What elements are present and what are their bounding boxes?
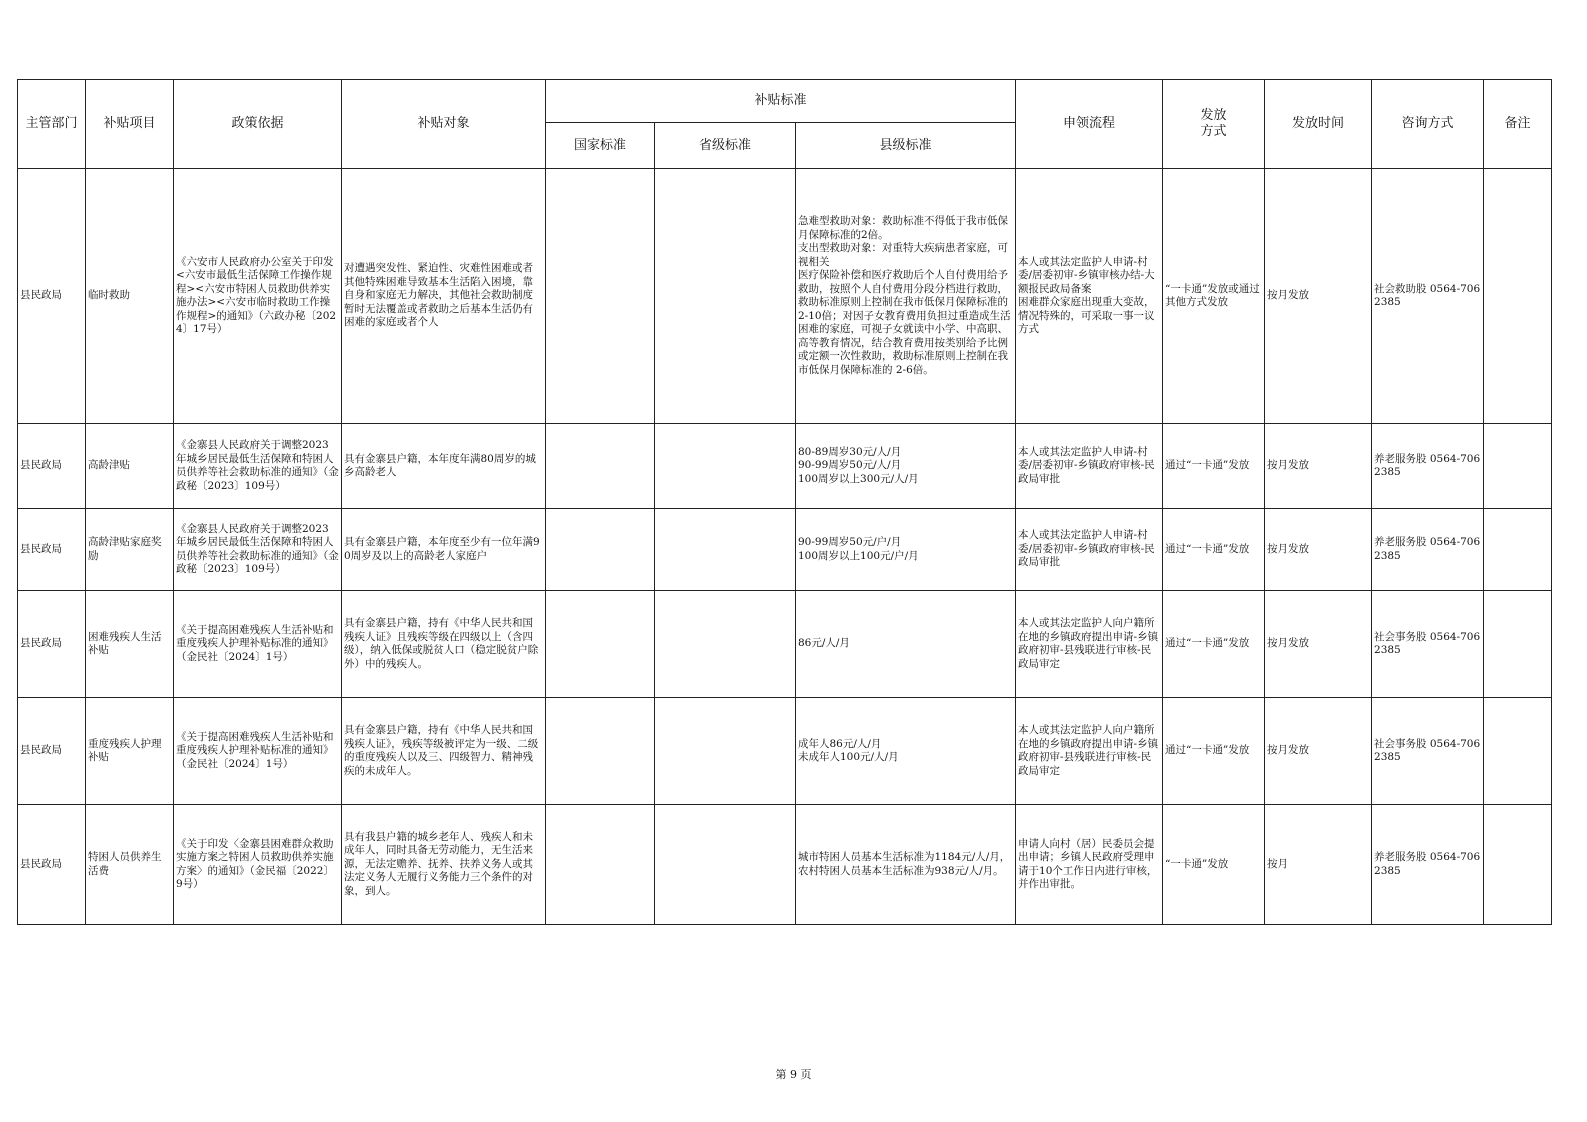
table-row: [18, 698, 1552, 805]
cell-time: 按月发放: [1265, 698, 1372, 805]
cell-dept: 县民政局: [18, 424, 86, 509]
cell-policy: 《关于印发〈金寨县困难群众救助实施方案之特困人员救助供养实施方案〉的通知》（金民福〔2022〕9号）: [174, 805, 342, 925]
cell-method: 通过“一卡通”发放: [1163, 424, 1265, 509]
cell-national: [546, 805, 655, 925]
header-process: 申领流程: [1016, 80, 1163, 169]
cell-process: 本人或其法定监护人申请-村委/居委初审-乡镇审核办结-大额报民政局备案 困难群众家庭出现重大变故，情况特殊的，可采取一事一议方式: [1016, 169, 1163, 424]
cell-process: 本人或其法定监护人申请-村委/居委初审-乡镇政府审核-民政局审批: [1016, 509, 1163, 591]
cell-target: 具有金寨县户籍，持有《中华人民共和国残疾人证》，残疾等级被评定为一级、二级的重度残疾人以及三、四级智力、精神残疾的未成年人。: [342, 698, 546, 805]
cell-dept: 县民政局: [18, 169, 86, 424]
table-row: [18, 591, 1552, 698]
cell-national: [546, 424, 655, 509]
table-row: [18, 805, 1552, 925]
cell-contact: 养老服务股 0564-7062385: [1372, 805, 1484, 925]
cell-target: 对遭遇突发性、紧迫性、灾难性困难或者其他特殊困难导致基本生活陷入困境，靠自身和家庭无力解决，其他社会救助制度暂时无法覆盖或者救助之后基本生活仍有困难的家庭或者个人: [342, 169, 546, 424]
cell-contact: 养老服务股 0564-7062385: [1372, 509, 1484, 591]
cell-contact: 社会事务股 0564-7062385: [1372, 591, 1484, 698]
cell-method: 通过“一卡通”发放: [1163, 591, 1265, 698]
cell-time: 按月发放: [1265, 509, 1372, 591]
cell-policy: 《金寨县人民政府关于调整2023年城乡居民最低生活保障和特困人员供养等社会救助标准的通知》（金政秘〔2023〕109号）: [174, 424, 342, 509]
cell-method: 通过“一卡通”发放: [1163, 698, 1265, 805]
cell-note: [1484, 424, 1552, 509]
header-county: 县级标准: [796, 123, 1016, 169]
cell-time: 按月发放: [1265, 424, 1372, 509]
cell-time: 按月发放: [1265, 169, 1372, 424]
cell-item: 特困人员供养生活费: [86, 805, 174, 925]
header-note: 备注: [1484, 80, 1552, 169]
cell-provincial: [655, 424, 796, 509]
cell-item: 困难残疾人生活补贴: [86, 591, 174, 698]
cell-target: 具有金寨县户籍，本年度年满80周岁的城乡高龄老人: [342, 424, 546, 509]
cell-note: [1484, 169, 1552, 424]
cell-item: 高龄津贴: [86, 424, 174, 509]
header-time: 发放时间: [1265, 80, 1372, 169]
cell-time: 按月发放: [1265, 591, 1372, 698]
cell-county: 90-99周岁50元/户/月 100周岁以上100元/户/月: [796, 509, 1016, 591]
cell-policy: 《金寨县人民政府关于调整2023年城乡居民最低生活保障和特困人员供养等社会救助标准的通知》（金政秘〔2023〕109号）: [174, 509, 342, 591]
cell-provincial: [655, 805, 796, 925]
cell-process: 本人或其法定监护人向户籍所在地的乡镇政府提出申请-乡镇政府初审-县残联进行审核-民政局审定: [1016, 698, 1163, 805]
cell-target: 具有金寨县户籍，持有《中华人民共和国残疾人证》且残疾等级在四级以上（含四级），纳入低保或脱贫人口（稳定脱贫户除外）中的残疾人。: [342, 591, 546, 698]
cell-process: 本人或其法定监护人向户籍所在地的乡镇政府提出申请-乡镇政府初审-县残联进行审核-民政局审定: [1016, 591, 1163, 698]
cell-contact: 社会救助股 0564-7062385: [1372, 169, 1484, 424]
header-contact: 咨询方式: [1372, 80, 1484, 169]
header-provincial: 省级标准: [655, 123, 796, 169]
cell-county: 86元/人/月: [796, 591, 1016, 698]
table-row: [18, 509, 1552, 591]
cell-dept: 县民政局: [18, 698, 86, 805]
cell-dept: 县民政局: [18, 805, 86, 925]
cell-method: “一卡通”发放: [1163, 805, 1265, 925]
cell-policy: 《六安市人民政府办公室关于印发<六安市最低生活保障工作操作规程><六安市特困人员救助供养实施办法><六安市临时救助工作操作规程>的通知》（六政办秘〔2024〕17号）: [174, 169, 342, 424]
cell-target: 具有金寨县户籍，本年度至少有一位年满90周岁及以上的高龄老人家庭户: [342, 509, 546, 591]
table-row: [18, 424, 1552, 509]
cell-provincial: [655, 509, 796, 591]
cell-provincial: [655, 169, 796, 424]
subsidy-table: [17, 79, 1552, 925]
cell-item: 临时救助: [86, 169, 174, 424]
cell-note: [1484, 805, 1552, 925]
cell-county: 急难型救助对象：救助标准不得低于我市低保月保障标准的2倍。 支出型救助对象：对重特大疾病患者家庭，可视相关 医疗保险补偿和医疗救助后个人自付费用给予救助，按照个人自付费用分段分档进行救助，救助标准原则上控制在我市低保月保障标准的 2-10倍；对因子女教育费用负担过重造成生活困难的家庭，可视子女就读中小学、中高职、高等教育情况，结合教育费用按类别给予比例或定额一次性救助，救助标准原则上控制在我市低保月保障标准的 2-6倍。: [796, 169, 1016, 424]
cell-national: [546, 698, 655, 805]
cell-method: 通过“一卡通”发放: [1163, 509, 1265, 591]
cell-national: [546, 169, 655, 424]
cell-policy: 《关于提高困难残疾人生活补贴和重度残疾人护理补贴标准的通知》（金民社〔2024〕1号）: [174, 591, 342, 698]
header-target: 补贴对象: [342, 80, 546, 169]
header-row-1: [18, 80, 1552, 123]
cell-item: 高龄津贴家庭奖励: [86, 509, 174, 591]
cell-policy: 《关于提高困难残疾人生活补贴和重度残疾人护理补贴标准的通知》（金民社〔2024〕1号）: [174, 698, 342, 805]
cell-county: 成年人86元/人/月 未成年人100元/人/月: [796, 698, 1016, 805]
page-number: 第 9 页: [775, 1068, 812, 1081]
cell-target: 具有我县户籍的城乡老年人、残疾人和未成年人，同时具备无劳动能力，无生活来源，无法定赡养、抚养、扶养义务人或其法定义务人无履行义务能力三个条件的对象，到人。: [342, 805, 546, 925]
cell-county: 80-89周岁30元/人/月 90-99周岁50元/人/月 100周岁以上300元/人/月: [796, 424, 1016, 509]
cell-method: “一卡通”发放或通过其他方式发放: [1163, 169, 1265, 424]
cell-dept: 县民政局: [18, 591, 86, 698]
cell-provincial: [655, 591, 796, 698]
cell-national: [546, 509, 655, 591]
table-row: [18, 169, 1552, 424]
cell-national: [546, 591, 655, 698]
cell-contact: 社会事务股 0564-7062385: [1372, 698, 1484, 805]
cell-county: 城市特困人员基本生活标准为1184元/人/月，农村特困人员基本生活标准为938元/人/月。: [796, 805, 1016, 925]
header-policy: 政策依据: [174, 80, 342, 169]
cell-process: 申请人向村（居）民委员会提出申请；乡镇人民政府受理申请于10个工作日内进行审核，并作出审批。: [1016, 805, 1163, 925]
cell-contact: 养老服务股 0564-7062385: [1372, 424, 1484, 509]
cell-note: [1484, 509, 1552, 591]
cell-dept: 县民政局: [18, 509, 86, 591]
header-standard: 补贴标准: [546, 80, 1016, 123]
header-national: 国家标准: [546, 123, 655, 169]
cell-process: 本人或其法定监护人申请-村委/居委初审-乡镇政府审核-民政局审批: [1016, 424, 1163, 509]
cell-note: [1484, 698, 1552, 805]
header-item: 补贴项目: [86, 80, 174, 169]
header-method: 发放 方式: [1163, 80, 1265, 169]
cell-provincial: [655, 698, 796, 805]
cell-note: [1484, 591, 1552, 698]
header-dept: 主管部门: [18, 80, 86, 169]
cell-time: 按月: [1265, 805, 1372, 925]
cell-item: 重度残疾人护理补贴: [86, 698, 174, 805]
